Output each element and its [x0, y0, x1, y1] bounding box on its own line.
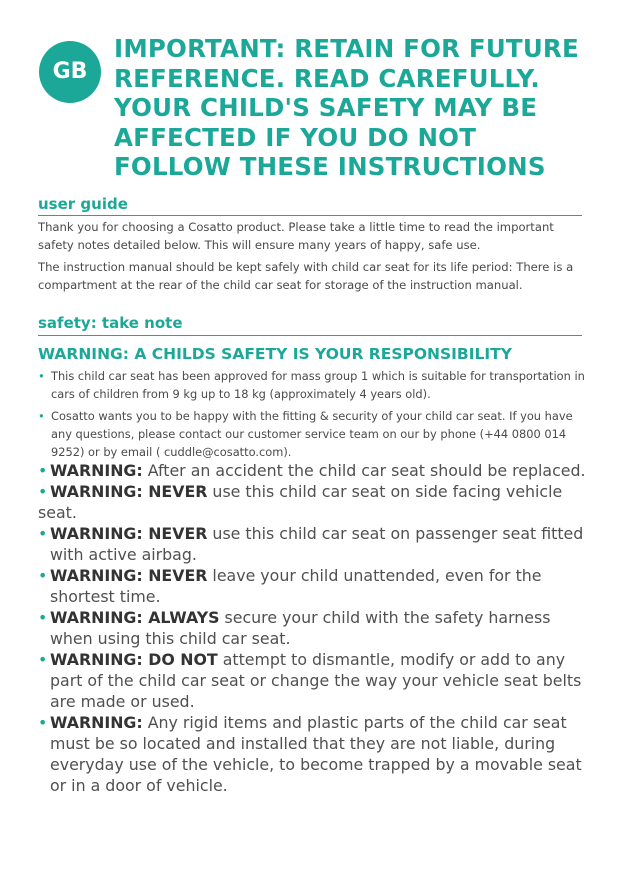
bullet: •: [38, 409, 45, 423]
warning-text: Any rigid items and plastic parts of the child car seat must be so located and installed that they are not liable, during everyday use of the vehicle, to become trapped by a movable seat or in a door of vehicle.: [50, 713, 582, 795]
country-badge: GB: [39, 41, 101, 103]
warning-text: leave your child unattended, even for the shortest time.: [50, 566, 542, 606]
warning-item: [38, 565, 588, 607]
warning-text: After an accident the child car seat should be replaced.: [142, 461, 586, 480]
intro-paragraph: Thank you for choosing a Cosatto product. Please take a little time to read the important safety notes detailed below. This will ensure many years of happy, safe use.: [38, 220, 554, 252]
bullet: •: [38, 524, 48, 543]
headline-line: FOLLOW THESE INSTRUCTIONS: [114, 152, 546, 181]
responsibility-warning-heading: WARNING: A CHILDS SAFETY IS YOUR RESPONSIBILITY: [38, 345, 512, 363]
warning-label: WARNING: DO NOT: [50, 650, 218, 669]
warning-text: use this child car seat on side facing vehicle seat.: [38, 482, 563, 522]
warning-label: WARNING:: [50, 713, 143, 732]
list-item-text: This child car seat has been approved for mass group 1 which is suitable for transportation in cars of children from 9 kg up to 18 kg (approximately 4 years old).: [51, 369, 585, 401]
bullet: •: [38, 713, 48, 732]
user-guide-title: user guide: [38, 195, 128, 213]
bullet: •: [38, 482, 48, 501]
bullet: •: [38, 608, 48, 627]
warning-item: [38, 607, 588, 649]
headline-line: AFFECTED IF YOU DO NOT: [114, 122, 477, 152]
section-divider: [38, 215, 582, 216]
list-item: [38, 367, 586, 403]
warning-label: WARNING: NEVER: [50, 482, 208, 501]
bullet: •: [38, 566, 48, 585]
safety-title: safety: take note: [38, 314, 183, 332]
manual-storage-paragraph: The instruction manual should be kept safely with child car seat for its life period: There is a compartment at the rear of the child car seat for storage of the instruction manual.: [38, 260, 574, 292]
warning-label: WARNING: NEVER: [50, 524, 208, 543]
warning-label: WARNING:: [50, 461, 143, 480]
warning-item: [38, 523, 588, 565]
warning-text: attempt to dismantle, modify or add to any part of the child car seat or change the way your vehicle seat belts are made or used.: [50, 650, 582, 711]
warning-text: secure your child with the safety harness when using this child car seat.: [50, 608, 551, 648]
warning-item: [38, 712, 588, 796]
list-item: [38, 407, 586, 461]
list-item-text: Cosatto wants you to be happy with the fitting & security of your child car seat. If you have any questions, please contact our customer service team on our by phone (+44 0800 014 9252) or by email ( cuddle@cosatto.com).: [51, 409, 573, 459]
headline-line: IMPORTANT: RETAIN FOR FUTURE: [114, 34, 579, 63]
headline: [114, 34, 594, 182]
bullet: •: [38, 461, 48, 480]
warning-list: [38, 460, 588, 796]
warning-item: [38, 481, 588, 523]
warning-text: use this child car seat on passenger seat fitted with active airbag.: [50, 524, 584, 564]
warning-label: WARNING: ALWAYS: [50, 608, 220, 627]
section-divider: [38, 335, 582, 336]
warning-label: WARNING: NEVER: [50, 566, 208, 585]
warning-item: [38, 649, 588, 712]
bullet: •: [38, 369, 45, 383]
headline-line: REFERENCE. READ CAREFULLY.: [114, 63, 540, 93]
warning-item: [38, 460, 588, 481]
bullet: •: [38, 650, 48, 669]
info-list: [38, 367, 586, 465]
headline-line: YOUR CHILD'S SAFETY MAY BE: [114, 93, 538, 122]
